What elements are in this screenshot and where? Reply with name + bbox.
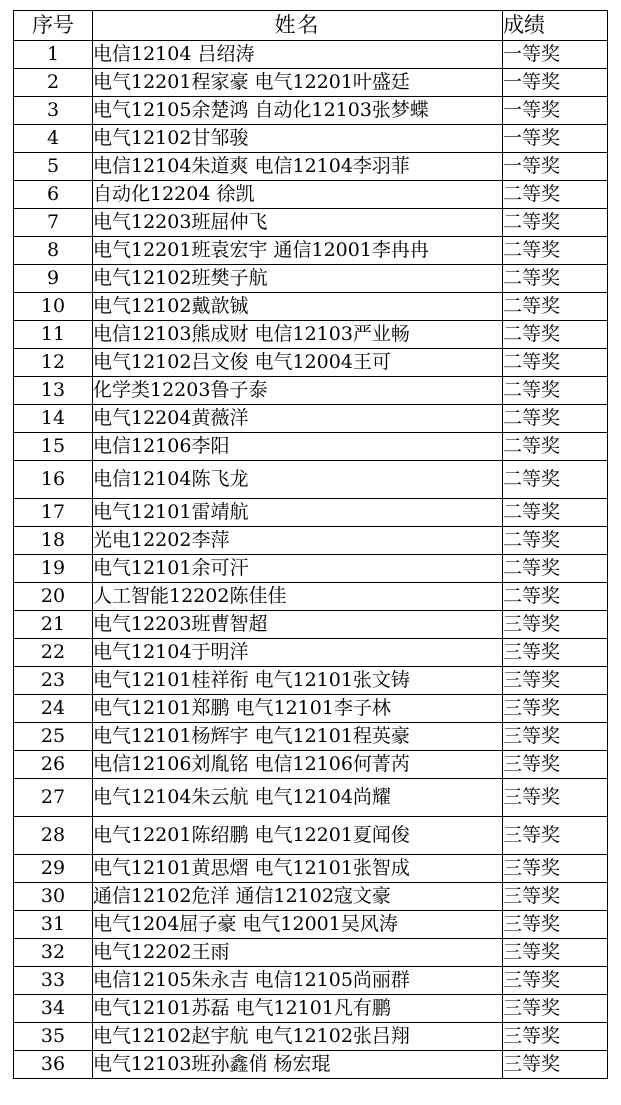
table-row [14,97,608,125]
row-number: 34 [14,995,93,1023]
row-number: 28 [14,817,93,855]
row-number: 14 [14,405,93,433]
row-name: 电信12104陈飞龙 [93,461,503,499]
row-grade: 二等奖 [503,265,608,293]
row-grade: 三等奖 [503,723,608,751]
row-number: 12 [14,349,93,377]
table-row [14,293,608,321]
row-number: 9 [14,265,93,293]
row-number: 5 [14,153,93,181]
row-name: 电信12106刘胤铭 电信12106何菁芮 [93,751,503,779]
row-name: 自动化12204 徐凯 [93,181,503,209]
table-row [14,911,608,939]
row-number: 19 [14,555,93,583]
row-number: 17 [14,499,93,527]
row-number: 21 [14,611,93,639]
row-grade: 三等奖 [503,855,608,883]
row-number: 20 [14,583,93,611]
row-number: 25 [14,723,93,751]
row-grade: 二等奖 [503,377,608,405]
row-name: 电气12105余楚鸿 自动化12103张梦蝶 [93,97,503,125]
awards-table [13,10,608,1079]
row-name: 电信12104 吕绍涛 [93,41,503,69]
row-grade: 二等奖 [503,321,608,349]
table-row [14,209,608,237]
row-grade: 三等奖 [503,1023,608,1051]
row-name: 电气12101桂祥衔 电气12101张文铸 [93,667,503,695]
row-grade: 三等奖 [503,611,608,639]
row-grade: 二等奖 [503,293,608,321]
row-name: 电气12104朱云航 电气12104尚耀 [93,779,503,817]
row-name: 电气12203班曹智超 [93,611,503,639]
row-number: 15 [14,433,93,461]
row-name: 电气12101黄思熠 电气12101张智成 [93,855,503,883]
table-row [14,855,608,883]
row-number: 6 [14,181,93,209]
table-row [14,751,608,779]
row-name: 电气12101雷靖航 [93,499,503,527]
table-row [14,321,608,349]
table-row [14,461,608,499]
row-grade: 一等奖 [503,125,608,153]
row-number: 10 [14,293,93,321]
row-name: 电气12103班孙鑫俏 杨宏琨 [93,1051,503,1079]
row-name: 电气12203班屈仲飞 [93,209,503,237]
row-grade: 二等奖 [503,181,608,209]
row-grade: 二等奖 [503,405,608,433]
row-number: 26 [14,751,93,779]
header-row [14,11,608,41]
row-grade: 三等奖 [503,911,608,939]
header-number: 序号 [14,11,93,41]
row-name: 电气12202王雨 [93,939,503,967]
row-name: 电气12201程家豪 电气12201叶盛廷 [93,69,503,97]
header-grade: 成绩 [503,11,608,41]
table-row [14,1023,608,1051]
row-grade: 二等奖 [503,461,608,499]
row-name: 电气12102戴歆铖 [93,293,503,321]
row-name: 电气12102赵宇航 电气12102张吕翔 [93,1023,503,1051]
row-name: 电气12104于明洋 [93,639,503,667]
table-row [14,41,608,69]
row-name: 电信12104朱道爽 电信12104李羽菲 [93,153,503,181]
row-number: 2 [14,69,93,97]
row-number: 18 [14,527,93,555]
row-grade: 二等奖 [503,527,608,555]
table-row [14,611,608,639]
table-row [14,181,608,209]
row-name: 电气12101余可汗 [93,555,503,583]
table-row [14,695,608,723]
row-grade: 一等奖 [503,41,608,69]
table-row [14,237,608,265]
table-row [14,779,608,817]
row-name: 电信12105朱永吉 电信12105尚丽群 [93,967,503,995]
row-number: 8 [14,237,93,265]
table-row [14,153,608,181]
row-number: 27 [14,779,93,817]
table-row [14,125,608,153]
row-grade: 一等奖 [503,69,608,97]
row-grade: 二等奖 [503,349,608,377]
row-grade: 三等奖 [503,639,608,667]
row-grade: 二等奖 [503,237,608,265]
table-row [14,723,608,751]
row-name: 电气12101苏磊 电气12101凡有鹏 [93,995,503,1023]
row-name: 人工智能12202陈佳佳 [93,583,503,611]
table-row [14,349,608,377]
table-row [14,499,608,527]
row-name: 电气12201陈绍鹏 电气12201夏闻俊 [93,817,503,855]
row-grade: 三等奖 [503,751,608,779]
row-number: 24 [14,695,93,723]
table-row [14,69,608,97]
row-number: 4 [14,125,93,153]
table-row [14,639,608,667]
row-number: 7 [14,209,93,237]
row-grade: 二等奖 [503,433,608,461]
row-number: 23 [14,667,93,695]
table-row [14,1051,608,1079]
row-number: 36 [14,1051,93,1079]
table-row [14,583,608,611]
row-grade: 一等奖 [503,97,608,125]
row-grade: 三等奖 [503,667,608,695]
row-name: 通信12102危洋 通信12102寇文豪 [93,883,503,911]
row-number: 1 [14,41,93,69]
row-grade: 二等奖 [503,209,608,237]
row-grade: 二等奖 [503,555,608,583]
row-number: 11 [14,321,93,349]
row-name: 电气12101郑鹏 电气12101李子林 [93,695,503,723]
row-grade: 三等奖 [503,817,608,855]
row-number: 31 [14,911,93,939]
row-name: 电信12103熊成财 电信12103严业畅 [93,321,503,349]
row-grade: 三等奖 [503,967,608,995]
header-name: 姓名 [93,11,503,41]
row-name: 电气1204屈子豪 电气12001吴风涛 [93,911,503,939]
row-grade: 三等奖 [503,995,608,1023]
row-grade: 三等奖 [503,695,608,723]
row-number: 16 [14,461,93,499]
table-row [14,967,608,995]
row-name: 电信12106李阳 [93,433,503,461]
row-number: 13 [14,377,93,405]
table-row [14,405,608,433]
row-name: 电气12102班樊子航 [93,265,503,293]
table-row [14,995,608,1023]
row-name: 电气12102吕文俊 电气12004王可 [93,349,503,377]
row-name: 光电12202李萍 [93,527,503,555]
table-row [14,377,608,405]
row-number: 33 [14,967,93,995]
row-grade: 二等奖 [503,583,608,611]
row-number: 32 [14,939,93,967]
table-row [14,883,608,911]
row-number: 22 [14,639,93,667]
row-grade: 二等奖 [503,499,608,527]
row-grade: 三等奖 [503,779,608,817]
table-row [14,433,608,461]
row-grade: 三等奖 [503,939,608,967]
row-number: 3 [14,97,93,125]
table-row [14,667,608,695]
row-grade: 三等奖 [503,883,608,911]
row-name: 电气12102甘邹骏 [93,125,503,153]
row-name: 电气12101杨辉宇 电气12101程英豪 [93,723,503,751]
table-row [14,265,608,293]
row-name: 电气12204黄薇洋 [93,405,503,433]
row-number: 30 [14,883,93,911]
row-grade: 一等奖 [503,153,608,181]
row-name: 电气12201班袁宏宇 通信12001李冉冉 [93,237,503,265]
row-number: 29 [14,855,93,883]
table-row [14,555,608,583]
row-name: 化学类12203鲁子泰 [93,377,503,405]
table-row [14,527,608,555]
row-number: 35 [14,1023,93,1051]
row-grade: 三等奖 [503,1051,608,1079]
table-row [14,939,608,967]
table-row [14,817,608,855]
